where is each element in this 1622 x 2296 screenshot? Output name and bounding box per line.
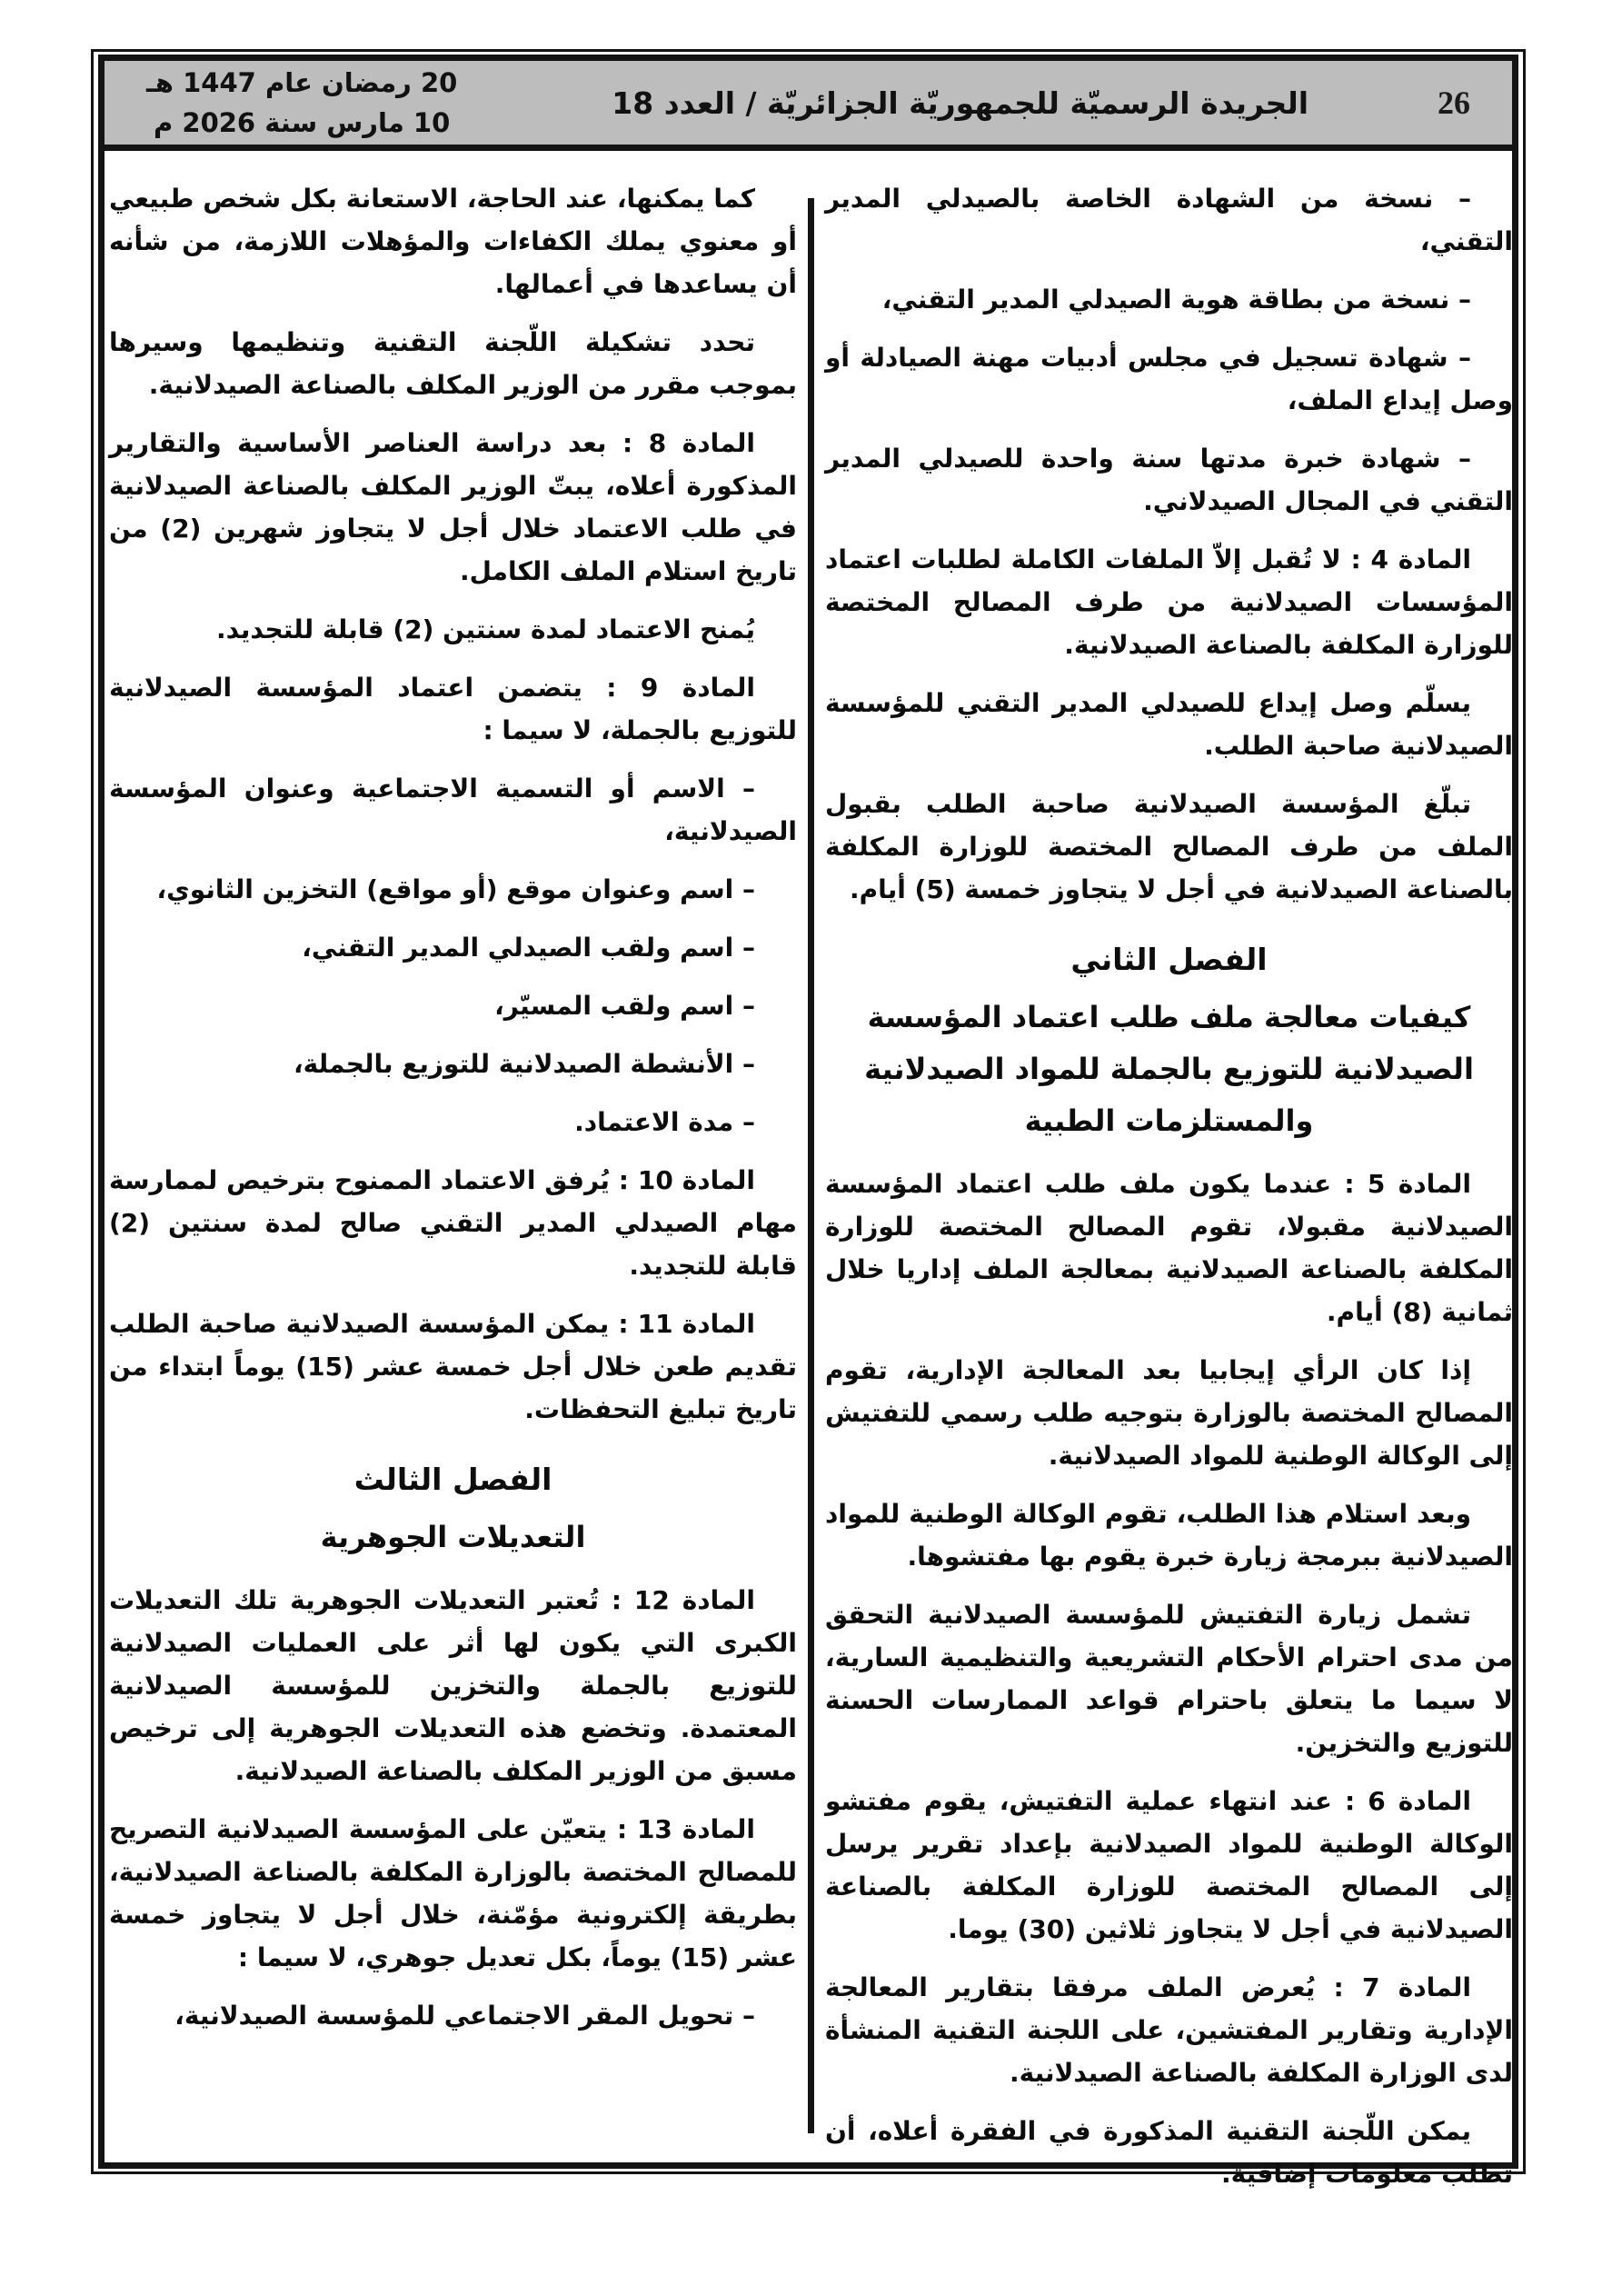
dash-list-item: – تحويل المقر الاجتماعي للمؤسسة الصيدلانية، <box>174 2001 755 2031</box>
article-paragraph: المادة 8 : بعد دراسة العناصر الأساسية والتقارير المذكورة أعلاه، يبتّ الوزير المكلف بالصناعة الصيدلانية في طلب الاعتماد خلال أجل لا يتجاوز شهرين (2) من تاريخ استلام الملف الكامل. <box>109 428 797 586</box>
article-paragraph: المادة 9 : يتضمن اعتماد المؤسسة الصيدلانية للتوزيع بالجملة، لا سيما : <box>109 673 797 745</box>
column-right <box>825 162 1513 2211</box>
gazette-title: الجريدة الرسميّة للجمهوريّة الجزائريّة / العدد 18 <box>612 85 1309 121</box>
article-number: المادة 9 : <box>582 673 756 703</box>
dash-list-item: – الاسم أو التسمية الاجتماعية وعنوان المؤسسة الصيدلانية، <box>109 774 797 846</box>
article-number: المادة 8 : <box>606 428 755 458</box>
article-paragraph: المادة 12 : تُعتبر التعديلات الجوهرية تلك التعديلات الكبرى التي يكون لها أثر على العمليات الصيدلانية للتوزيع بالجملة والتخزين للمؤسسة الصيدلانية المعتمدة. وتخضع هذه التعديلات الجوهرية إلى ترخيص مسبق من الوزير المكلف بالصناعة الصيدلانية. <box>109 1585 797 1786</box>
body-paragraph: تحدد تشكيلة اللّجنة التقنية وتنظيمها وسيرها بموجب مقرر من الوزير المكلف بالصناعة الصيدلانية. <box>109 327 797 400</box>
date-hijri: 20 رمضان عام 1447 هـ <box>146 67 458 98</box>
body-paragraph: يُمنح الاعتماد لمدة سنتين (2) قابلة للتجديد. <box>216 614 755 644</box>
chapter-subtitle: كيفيات معالجة ملف طلب اعتماد المؤسسة الصيدلانية للتوزيع بالجملة للمواد الصيدلانية والمستلزمات الطبية <box>864 1000 1474 1138</box>
article-number: المادة 11 : <box>609 1309 755 1339</box>
article-paragraph: المادة 10 : يُرفق الاعتماد الممنوح بترخيص لممارسة مهام الصيدلي المدير التقني صالح لمدة سنتين (2) قابلة للتجديد. <box>109 1165 797 1281</box>
article-paragraph: المادة 11 : يمكن المؤسسة الصيدلانية صاحبة الطلب تقديم طعن خلال أجل خمسة عشر (15) يوماً ابتداء من تاريخ تبليغ التحفظات. <box>109 1309 797 1424</box>
column-left <box>109 162 797 2211</box>
article-number: المادة 12 : <box>599 1585 756 1615</box>
article-number: المادة 5 : <box>1331 1169 1471 1199</box>
dash-list-item: – شهادة تسجيل في مجلس أدبيات مهنة الصيادلة أو وصل إيداع الملف، <box>825 343 1513 415</box>
body-paragraph: إذا كان الرأي إيجابيا بعد المعالجة الإدارية، تقوم المصالح المختصة بالوزارة بتوجيه طلب رسمي للتفتيش إلى الوكالة الوطنية للمواد الصيدلانية. <box>825 1355 1513 1471</box>
article-number: المادة 13 : <box>607 1814 755 1844</box>
dash-list-item: – مدة الاعتماد. <box>574 1107 755 1137</box>
date-gregorian: 10 مارس سنة 2026 م <box>154 107 451 138</box>
article-number: المادة 7 : <box>1315 1972 1472 2002</box>
article-number: المادة 10 : <box>609 1165 755 1195</box>
chapter-heading: الفصل الثاني <box>1070 942 1268 977</box>
body-paragraph: تبلّغ المؤسسة الصيدلانية صاحبة الطلب بقبول الملف من طرف المصالح المختصة للوزارة المكلفة بالصناعة الصيدلانية في أجل لا يتجاوز خمسة (5) أيام. <box>825 789 1513 904</box>
article-paragraph: المادة 7 : يُعرض الملف مرفقا بتقارير المعالجة الإدارية وتقارير المفتشين، على اللجنة التقنية المنشأة لدى الوزارة المكلفة بالصناعة الصيدلانية. <box>825 1972 1513 2088</box>
article-paragraph: المادة 5 : عندما يكون ملف طلب اعتماد المؤسسة الصيدلانية مقبولا، تقوم المصالح المختصة للوزارة المكلفة بالصناعة الصيدلانية بمعالجة الملف إداريا خلال ثمانية (8) أيام. <box>825 1169 1513 1327</box>
dash-list-item: – اسم وعنوان موقع (أو مواقع) التخزين الثانوي، <box>156 874 755 904</box>
article-paragraph: المادة 13 : يتعيّن على المؤسسة الصيدلانية التصريح للمصالح المختصة بالوزارة المكلفة بالصناعة الصيدلانية، بطريقة إلكترونية مؤمّنة، خلال أجل لا يتجاوز خمسة عشر (15) يوماً، بكل تعديل جوهري، لا سيما : <box>109 1814 797 1972</box>
body-paragraph: يسلّم وصل إيداع للصيدلي المدير التقني للمؤسسة الصيدلانية صاحبة الطلب. <box>825 688 1513 761</box>
body-paragraph: يمكن اللّجنة التقنية المذكورة في الفقرة أعلاه، أن تطلب معلومات إضافية. <box>825 2116 1513 2189</box>
text-columns <box>109 162 1513 2211</box>
dash-list-item: – نسخة من الشهادة الخاصة بالصيدلي المدير التقني، <box>825 184 1513 256</box>
dash-list-item: – نسخة من بطاقة هوية الصيدلي المدير التقني، <box>881 285 1471 314</box>
page-number: 26 <box>1438 85 1470 121</box>
dash-list-item: – شهادة خبرة مدتها سنة واحدة للصيدلي المدير التقني في المجال الصيدلاني. <box>825 444 1513 516</box>
dash-list-item: – اسم ولقب المسيّر، <box>494 991 755 1021</box>
article-paragraph: المادة 6 : عند انتهاء عملية التفتيش، يقوم مفتشو الوكالة الوطنية للمواد الصيدلانية بإعداد تقرير يرسل إلى المصالح المختصة للوزارة المكلفة بالصناعة الصيدلانية في أجل لا يتجاوز ثلاثين (30) يوما. <box>825 1786 1513 1944</box>
chapter-subtitle: التعديلات الجوهرية <box>320 1520 586 1554</box>
issue-dates <box>146 63 457 143</box>
article-number: المادة 6 : <box>1331 1786 1471 1816</box>
dash-list-item: – اسم ولقب الصيدلي المدير التقني، <box>302 933 755 963</box>
body-paragraph: كما يمكنها، عند الحاجة، الاستعانة بكل شخص طبيعي أو معنوي يملك الكفاءات والمؤهلات اللازمة، من شأنه أن يساعدها في أعمالها. <box>109 184 797 299</box>
body-paragraph: وبعد استلام هذا الطلب، تقوم الوكالة الوطنية للمواد الصيدلانية ببرمجة زيارة خبرة يقوم بها مفتشوها. <box>825 1499 1513 1572</box>
chapter-heading: الفصل الثالث <box>353 1462 552 1497</box>
body-paragraph: تشمل زيارة التفتيش للمؤسسة الصيدلانية التحقق من مدى احترام الأحكام التشريعية والتنظيمية السارية، لا سيما ما يتعلق باحترام قواعد الممارسات الحسنة للتوزيع والتخزين. <box>825 1600 1513 1758</box>
page-header-bar <box>104 61 1512 151</box>
article-number: المادة 4 : <box>1340 544 1471 574</box>
dash-list-item: – الأنشطة الصيدلانية للتوزيع بالجملة، <box>293 1049 755 1079</box>
article-paragraph: المادة 4 : لا تُقبل إلاّ الملفات الكاملة لطلبات اعتماد المؤسسات الصيدلانية من طرف المصالح المختصة للوزارة المكلفة بالصناعة الصيدلانية. <box>825 544 1513 660</box>
